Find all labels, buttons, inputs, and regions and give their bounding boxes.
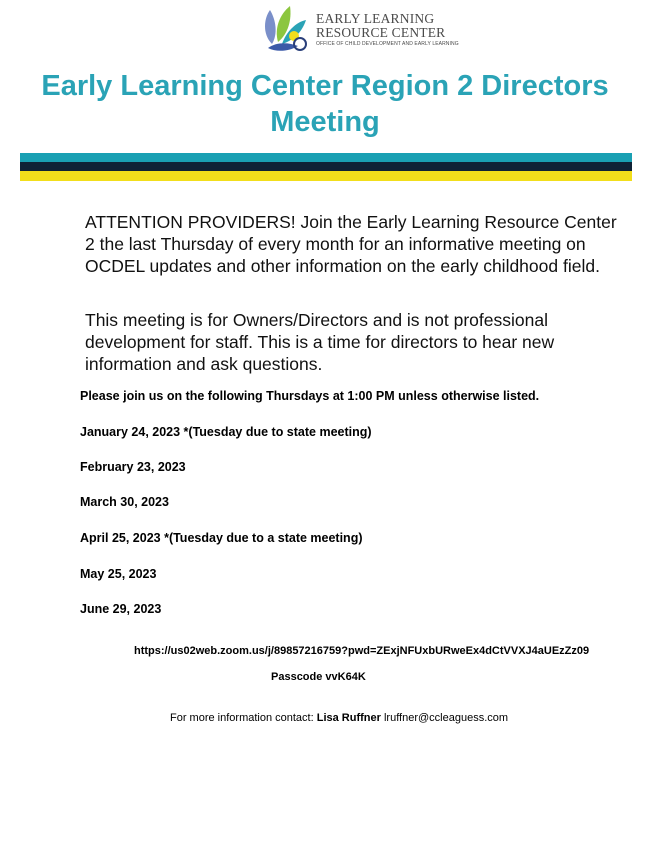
- audience-paragraph: This meeting is for Owners/Directors and is not professional development for staff. This is a time for directors to hear new information and ask questions.: [85, 310, 555, 374]
- navy-stripe: [20, 162, 632, 171]
- logo: [258, 4, 459, 54]
- date-item: June 29, 2023: [80, 602, 162, 616]
- contact-email[interactable]: lruffner@ccleaguess.com: [380, 712, 509, 724]
- passcode: Passcode vvK64K: [271, 671, 366, 683]
- contact-name: Lisa Ruffner: [316, 712, 381, 724]
- date-item: May 25, 2023: [80, 567, 157, 581]
- date-item: April 25, 2023 *(Tuesday due to a state meeting): [80, 531, 363, 545]
- yellow-stripe: [20, 171, 632, 181]
- schedule-intro: Please join us on the following Thursdays at 1:00 PM unless otherwise listed.: [80, 389, 540, 403]
- date-item: January 24, 2023 *(Tuesday due to state meeting): [80, 425, 372, 439]
- date-item: February 23, 2023: [80, 460, 186, 474]
- logo-text-line2: RESOURCE CENTER: [316, 25, 446, 40]
- page-title: Early Learning Center Region 2 Directors Meeting: [41, 70, 609, 138]
- teal-stripe: [20, 153, 632, 162]
- date-item: March 30, 2023: [80, 495, 169, 509]
- contact-line: [170, 712, 508, 724]
- attention-paragraph: ATTENTION PROVIDERS! Join the Early Learning Resource Center 2 the last Thursday of every month for an informative meeting on OCDEL updates and other information on the early childhood field.: [85, 212, 617, 276]
- logo-subtitle: OFFICE OF CHILD DEVELOPMENT AND EARLY LEARNING: [316, 41, 459, 47]
- contact-prefix: For more information contact:: [170, 712, 317, 724]
- logo-text-line1: EARLY LEARNING: [316, 11, 435, 26]
- zoom-link[interactable]: https://us02web.zoom.us/j/89857216759?pwd=ZExjNFUxbURweEx4dCtVVXJ4aUEzZz09: [134, 645, 590, 657]
- logo-mark-icon: [258, 4, 314, 54]
